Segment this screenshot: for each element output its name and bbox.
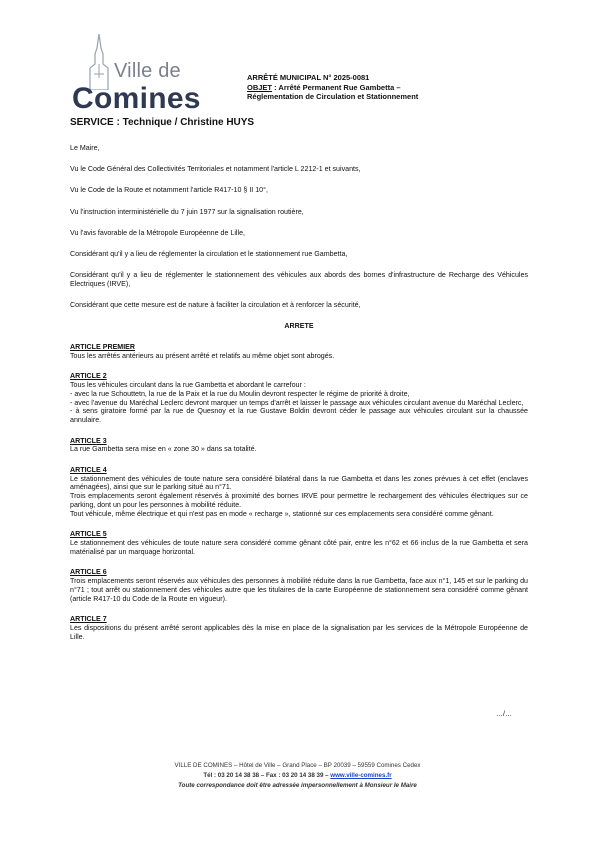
article-text: Trois emplacements seront réservés aux véhicules des personnes à mobilité réduite dans la rue Gambetta, face aux n°1, 145 et sur le parking du n°71 ; tout arrêt ou stationnement des véhicules autre que les titulaires de la carte Européenne de stationnement sera considéré comme gênant (article R417-10 du Code de la Route en vigueur). xyxy=(70,577,528,603)
article-1 xyxy=(70,343,528,360)
footer-address: VILLE DE COMINES – Hôtel de Ville – Grand Place – BP 20039 – 59559 Comines Cedex xyxy=(174,762,421,769)
article-2 xyxy=(70,372,528,424)
article-7 xyxy=(70,615,528,641)
continuation-mark: …/… xyxy=(496,711,512,718)
page-footer xyxy=(0,761,595,791)
article-text: Tout véhicule, même électrique et qui n'est pas en mode « recharge », stationné sur ces emplacements sera considéré comme gênant. xyxy=(70,509,494,518)
article-heading: ARTICLE 2 xyxy=(70,372,107,381)
decree-header xyxy=(247,73,418,102)
objet-label: OBJET xyxy=(247,82,273,92)
footer-phone-fax: Tél : 03 20 14 38 38 – Fax : 03 20 14 38 39 – xyxy=(203,772,331,779)
preamble-line: Vu le Code de la Route et notamment l'article R417-10 § II 10°, xyxy=(70,186,268,195)
footer-notice: Toute correspondance doit être adressée impersonnellement à Monsieur le Maire xyxy=(178,782,417,789)
decree-objet xyxy=(247,83,418,93)
preamble-line: Considérant que cette mesure est de nature à faciliter la circulation et à renforcer la sécurité, xyxy=(70,301,361,310)
preamble-line: Considérant qu'il y a lieu de réglementer le stationnement des véhicules aux abords des bornes d'infrastructure de Recharge des Véhicules Electriques (IRVE), xyxy=(70,271,528,288)
article-text: - avec la rue Schouttetn, la rue de la Paix et la rue du Moulin devront respecter le régime de priorité à droite, xyxy=(70,389,410,398)
article-text: Tous les véhicules circulant dans la rue Gambetta et abordant le carrefour : xyxy=(70,381,306,390)
article-heading: ARTICLE 5 xyxy=(70,530,107,539)
logo-line-comines: Comines xyxy=(72,82,201,115)
article-text: Les dispositions du présent arrêté seront applicables dès la mise en place de la signalisation par les services de la Métropole Européenne de Lille. xyxy=(70,623,528,641)
article-heading: ARTICLE 7 xyxy=(70,615,107,624)
article-text: Tous les arrêtés antérieurs au présent arrêté et relatifs au même objet sont abrogés. xyxy=(70,351,335,360)
article-text: - à sens giratoire formé par la rue de Quesnoy et la rue Gustave Boldin devront céder le passage aux véhicules circulant sur la chaussée annulaire. xyxy=(70,407,528,424)
article-6 xyxy=(70,568,528,603)
logo-line-ville: Ville de xyxy=(114,60,181,82)
preamble-line: Vu l'instruction interministérielle du 7 juin 1977 sur la signalisation routière, xyxy=(70,207,304,216)
decree-title: ARRÊTÉ MUNICIPAL N° 2025-0081 xyxy=(247,73,370,82)
city-logo xyxy=(70,34,201,115)
footer-contact xyxy=(0,771,595,781)
article-text: Le stationnement des véhicules de toute nature sera considéré comme gênant côté pair, entre les n°62 et 66 inclus de la rue Gambetta et sera matérialisé par un marquage horizontal. xyxy=(70,538,528,556)
article-text: Trois emplacements seront également réservés à proximité des bornes IRVE pour permettre le rechargement des véhicules électriques sur ce parking, dont un pour les personnes à mobilité réduite. xyxy=(70,492,528,509)
article-text: - avec l'avenue du Maréchal Leclerc devront marquer un temps d'arrêt et laisser le passage aux véhicules circulant avenue du Maréchal Leclerc, xyxy=(70,398,524,407)
article-4 xyxy=(70,466,528,518)
article-heading: ARTICLE PREMIER xyxy=(70,343,136,352)
preamble-line: Vu l'avis favorable de la Métropole Européenne de Lille, xyxy=(70,228,245,237)
article-heading: ARTICLE 3 xyxy=(70,436,107,445)
article-3 xyxy=(70,437,528,454)
service-line: SERVICE : Technique / Christine HUYS xyxy=(70,117,255,128)
article-heading: ARTICLE 6 xyxy=(70,568,107,577)
objet-line-2: Réglementation de Circulation et Stationnement xyxy=(247,92,419,101)
preamble-line: Considérant qu'il y a lieu de réglementer la circulation et le stationnement rue Gambetta, xyxy=(70,250,348,259)
objet-text: : Arrêté Permanent Rue Gambetta – xyxy=(272,82,401,92)
article-heading: ARTICLE 4 xyxy=(70,466,107,475)
article-5 xyxy=(70,530,528,556)
arrete-title: ARRETE xyxy=(284,322,314,331)
decree-body xyxy=(70,144,528,653)
article-text: Le stationnement des véhicules de toute nature sera considéré bilatéral dans la rue Gambetta et dans les zones prévues à cet effet (enclaves aménagées), ainsi que sur le parking situé au n°71. xyxy=(70,474,528,492)
preamble-line: Le Maire, xyxy=(70,144,100,152)
website-link[interactable]: www.ville-comines.fr xyxy=(330,772,392,779)
article-text: La rue Gambetta sera mise en « zone 30 » dans sa totalité. xyxy=(70,445,257,454)
preamble-line: Vu le Code Général des Collectivités Territoriales et notamment l'article L 2212-1 et suivants, xyxy=(70,165,361,174)
